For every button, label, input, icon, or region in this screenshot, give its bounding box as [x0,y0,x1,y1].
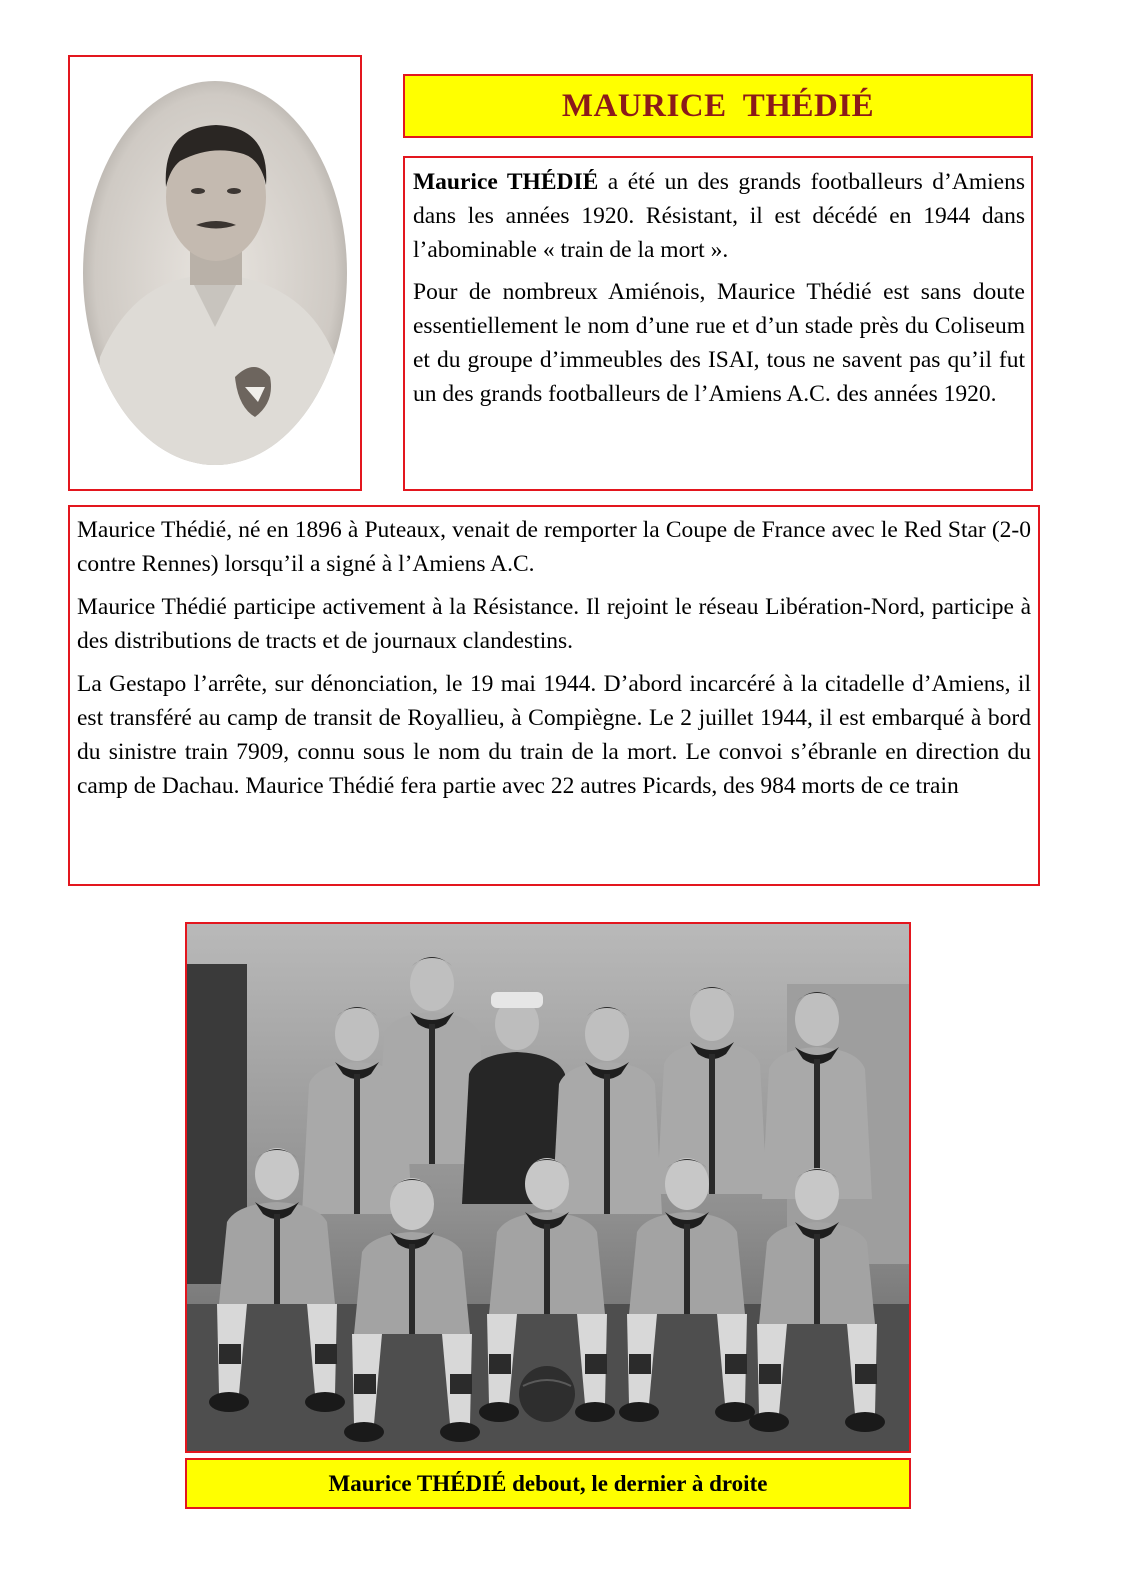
biography-text-box [68,505,1040,886]
intro-paragraph-1 [413,165,1025,267]
bio-paragraph-2: Maurice Thédié participe activement à la Résistance. Il rejoint le réseau Libération-Nord, participe à des distributions de tracts et de journaux clandestins. [77,594,1031,654]
photo-caption-banner [185,1458,911,1509]
portrait-photo [68,55,362,491]
intro-text-box [403,156,1033,491]
team-photo [185,922,911,1453]
photo-caption: Maurice THÉDIÉ debout, le dernier à droite [328,1470,768,1496]
portrait-image [70,57,360,489]
intro-paragraph-1-text: a été un des grands footballeurs d’Amiens dans les années 1920. Résistant, il est décédé en 1944 dans l’abominable « train de la mort ». [413,169,1025,263]
team-photo-image [187,924,909,1451]
title-banner [403,74,1033,138]
intro-name: Maurice THÉDIÉ [413,169,599,195]
intro-paragraph-2: Pour de nombreux Amiénois, Maurice Thédié est sans doute essentiellement le nom d’une rue et d’un stade près du Coliseum et du groupe d’immeubles des ISAI, tous ne savent pas qu’il fut un des grands footballeurs de l’Amiens A.C. des années 1920. [413,279,1025,407]
bio-paragraph-1: Maurice Thédié, né en 1896 à Puteaux, venait de remporter la Coupe de France avec le Red Star (2-0 contre Rennes) lorsqu’il a signé à l’Amiens A.C. [77,517,1031,577]
bio-paragraph-3: La Gestapo l’arrête, sur dénonciation, le 19 mai 1944. D’abord incarcéré à la citadelle d’Amiens, il est transféré au camp de transit de Royallieu, à Compiègne. Le 2 juillet 1944, il est embarqué à bord du sinistre train 7909, connu sous le nom du train de la mort. Le convoi s’ébranle en direction du camp de Dachau. Maurice Thédié fera partie avec 22 autres Picards, des 984 morts de ce train [77,671,1031,799]
page-title: MAURICE THÉDIÉ [561,87,875,124]
